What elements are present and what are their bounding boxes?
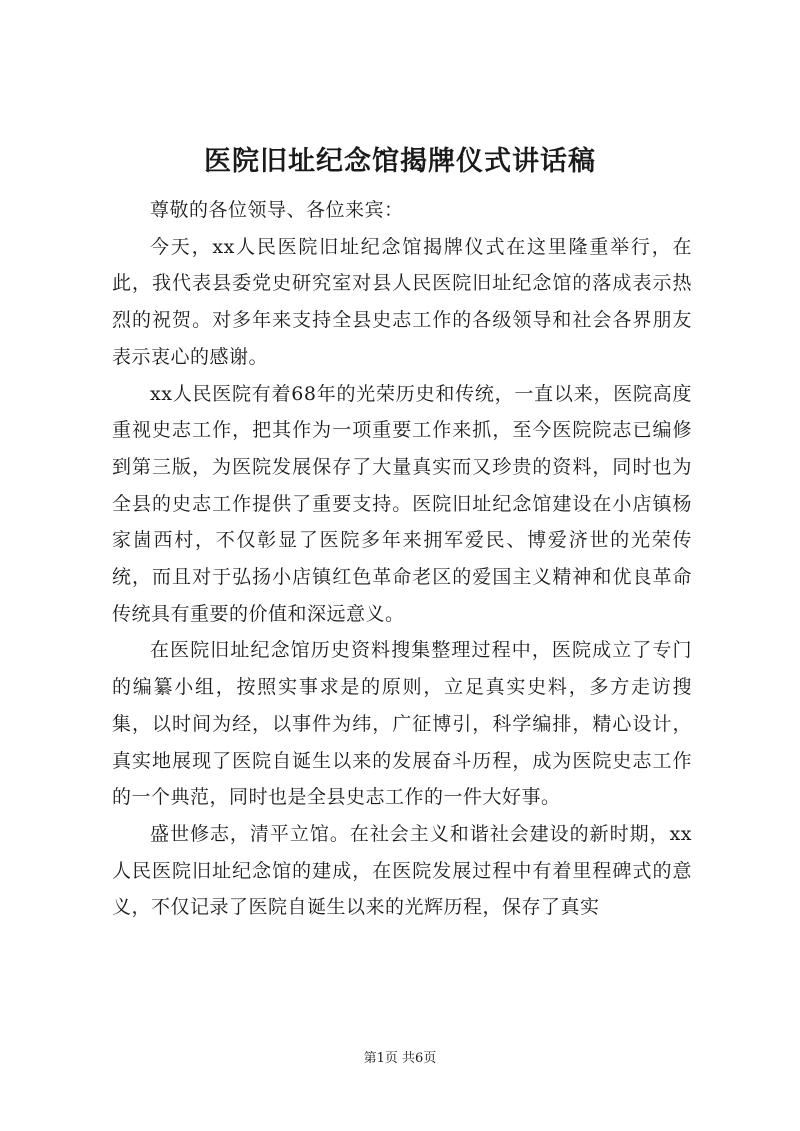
- body-paragraph: 在医院旧址纪念馆历史资料搜集整理过程中，医院成立了专门的编纂小组，按照实事求是的原则，立足真实史料，多方走访搜集，以时间为经，以事件为纬，广征博引，科学编排，精心设计，真实地展现了医院自诞生以来的发展奋斗历程，成为医院史志工作的一个典范，同时也是全县史志工作的一件大好事。: [112, 639, 692, 809]
- body-paragraph: 盛世修志，清平立馆。在社会主义和谐社会建设的新时期，xx人民医院旧址纪念馆的建成，在医院发展过程中有着里程碑式的意义，不仅记录了医院自诞生以来的光辉历程，保存了真实: [112, 822, 692, 919]
- salutation-paragraph: 尊敬的各位领导、各位来宾：: [150, 199, 404, 221]
- page-number-footer: 第1页 共6页: [363, 1051, 437, 1066]
- document-body: [112, 192, 692, 926]
- body-paragraph: 今天，xx人民医院旧址纪念馆揭牌仪式在这里隆重举行，在此，我代表县委党史研究室对县人民医院旧址纪念馆的落成表示热烈的祝贺。对多年来支持全县史志工作的各级领导和社会各界朋友表示衷心的感谢。: [112, 235, 692, 368]
- document-title: 医院旧址纪念馆揭牌仪式讲话稿: [204, 146, 596, 177]
- body-paragraph: xx人民医院有着68年的光荣历史和传统，一直以来，医院高度重视史志工作，把其作为一项重要工作来抓，至今医院院志已编修到第三版，为医院发展保存了大量真实而又珍贵的资料，同时也为全县的史志工作提供了重要支持。医院旧址纪念馆建设在小店镇杨家崮西村，不仅彰显了医院多年来拥军爱民、博爱济世的光荣传统，而且对于弘扬小店镇红色革命老区的爱国主义精神和优良革命传统具有重要的价值和深远意义。: [112, 382, 692, 625]
